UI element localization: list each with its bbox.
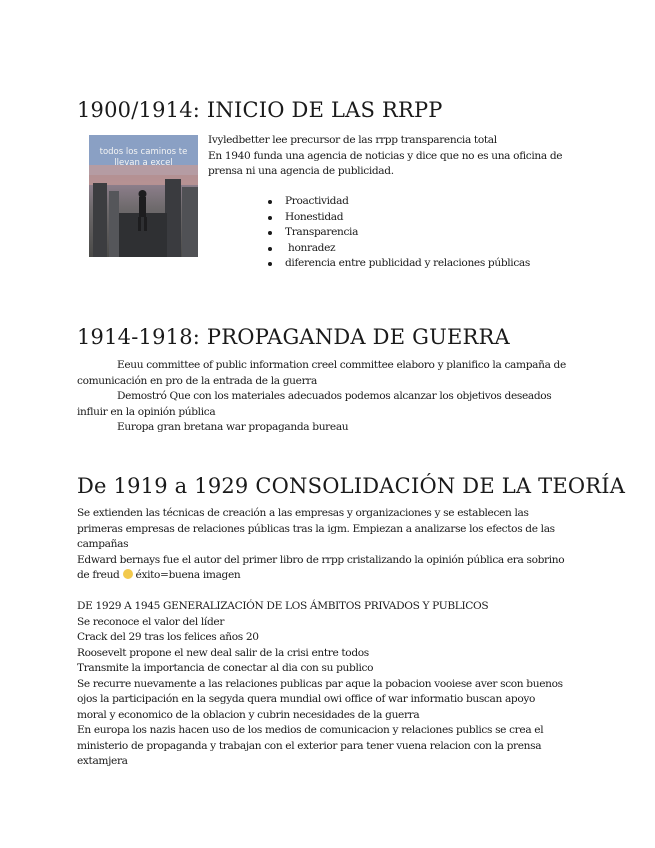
section2-text	[77, 358, 566, 436]
smile-emoji-icon	[123, 569, 133, 579]
text-line	[77, 568, 564, 584]
section4-text	[77, 599, 563, 770]
text-line: Roosevelt propone el new deal salir de la crisi entre todos	[77, 646, 369, 659]
text-line: Edward bernays fue el autor del primer libro de rrpp cristalizando la opinión pública era sobrino	[77, 553, 565, 566]
section-heading-1914-1918: 1914-1918: PROPAGANDA DE GUERRA	[77, 325, 510, 349]
section1-text	[208, 133, 562, 180]
cover-image	[89, 135, 198, 257]
section3-text	[77, 506, 564, 584]
text-line: Crack del 29 tras los felices años 20	[77, 631, 259, 643]
list-item: Transparencia	[268, 225, 530, 241]
text-line: influir en la opinión pública	[77, 405, 216, 418]
section-subheading-1929-1945: DE 1929 A 1945 GENERALIZACIÓN DE LOS ÁMBITOS PRIVADOS Y PUBLICOS	[77, 600, 489, 612]
text-fragment: de freud	[77, 569, 120, 581]
section-heading-1900-1914: 1900/1914: INICIO DE LAS RRPP	[77, 98, 443, 122]
text-line: comunicación en pro de la entrada de la guerra	[77, 374, 317, 387]
principles-list	[268, 194, 530, 272]
list-item: diferencia entre publicidad y relaciones públicas	[268, 256, 530, 272]
text-line: Se reconoce el valor del líder	[77, 615, 225, 628]
text-line: Demostró Que con los materiales adecuados podemos alcanzar los objetivos deseados	[117, 390, 552, 402]
text-line: Ivyledbetter lee precursor de las rrpp transparencia total	[208, 134, 497, 146]
text-line: prensa ni una agencia de publicidad.	[208, 165, 394, 177]
text-line: Europa gran bretana war propaganda bureau	[117, 421, 349, 433]
text-fragment: éxito=buena imagen	[132, 569, 241, 581]
list-item: Proactividad	[268, 194, 530, 210]
text-line: Transmite la importancia de conectar al dia con su publico	[77, 662, 374, 674]
text-line: ojos la participación en la segyda quera mundial owi office of war informatio buscan apoyo	[77, 693, 536, 705]
text-line: primeras empresas de relaciones públicas tras la igm. Empiezan a analizarse los efectos de las	[77, 522, 555, 535]
text-line: Se extienden las técnicas de creación a las empresas y organizaciones y se establecen las	[77, 507, 529, 519]
text-line: campañas	[77, 538, 129, 550]
list-item: Honestidad	[268, 210, 530, 226]
text-line: En europa los nazis hacen uso de los medios de comunicacion y relaciones publics se crea el	[77, 724, 544, 736]
cover-caption: todos los caminos te llevan a excel	[99, 147, 188, 168]
list-item: honradez	[268, 241, 530, 257]
text-line: moral y economico de la oblacion y cubrin necesidades de la guerra	[77, 708, 420, 721]
text-line: extamjera	[77, 755, 128, 767]
text-line: ministerio de propaganda y trabajan con el exterior para tener vuena relacion con la prensa	[77, 739, 542, 752]
text-line: Se recurre nuevamente a las relaciones publicas par aque la pobacion vooiese aver scon buenos	[77, 677, 563, 690]
text-line: En 1940 funda una agencia de noticias y dice que no es una oficina de	[208, 149, 563, 162]
text-line: Eeuu committee of public information creel committee elaboro y planifico la campaña de	[117, 359, 566, 371]
section-heading-1919-1929: De 1919 a 1929 CONSOLIDACIÓN DE LA TEORÍA	[77, 474, 626, 498]
